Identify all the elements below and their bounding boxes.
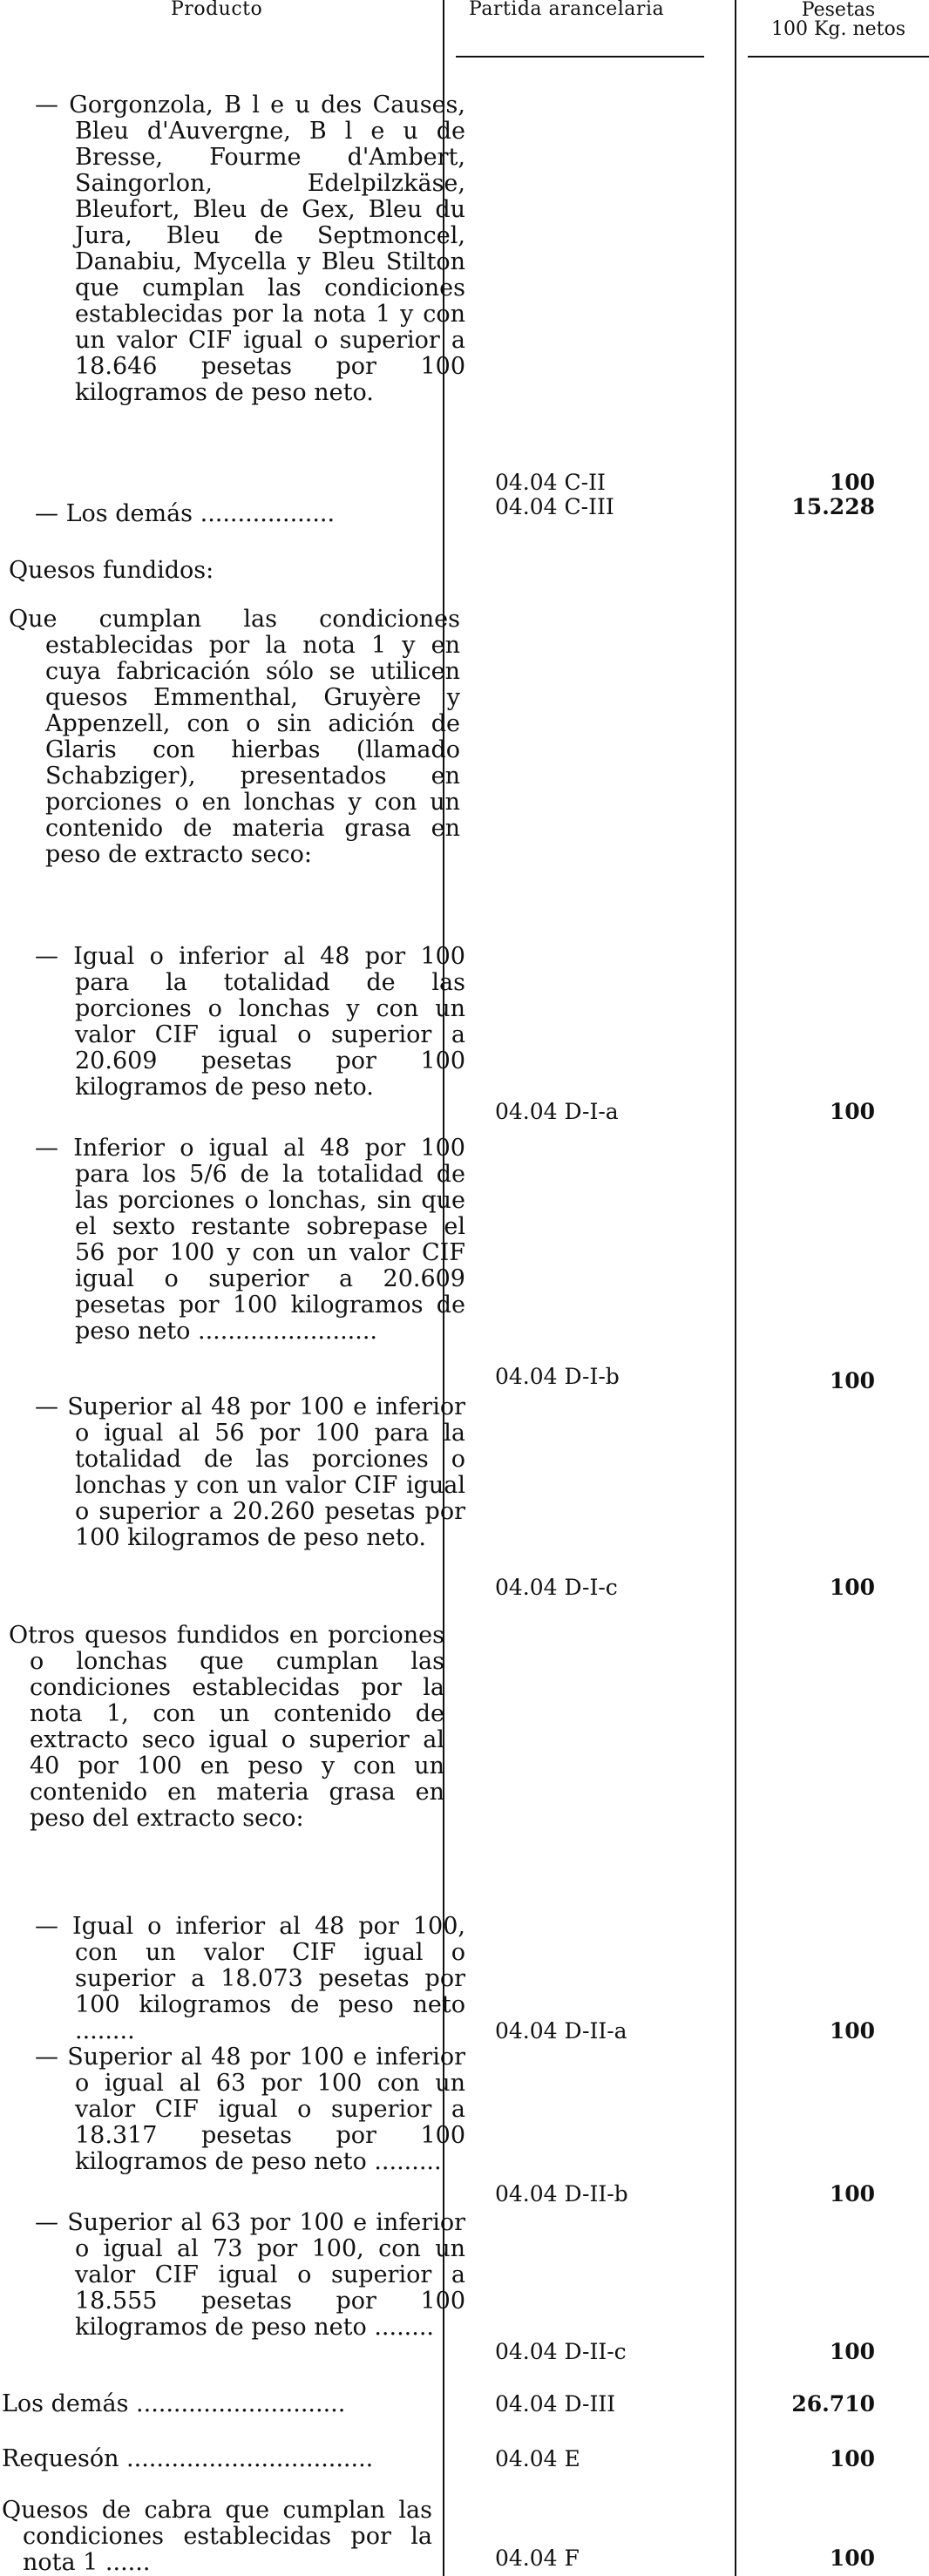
row-d-ii-b-value: 100	[829, 2181, 875, 2207]
row-d-i-a-value: 100	[829, 1099, 875, 1124]
row-los-demas-c-description: — Los demás ..................	[35, 500, 336, 527]
row-requeson-description: Requesón .................................	[2, 2445, 374, 2472]
row-gorgonzola-code: 04.04 C-II	[495, 470, 606, 495]
row-d-ii-a-code: 04.04 D-II-a	[495, 2018, 627, 2044]
section-quesos-fundidos: Quesos fundidos:	[9, 557, 214, 584]
header-rule-partida	[456, 56, 704, 58]
row-d-ii-b-code: 04.04 D-II-b	[495, 2181, 628, 2207]
row-requeson-code: 04.04 E	[495, 2446, 580, 2471]
paragraph-otros-quesos-fundidos: Otros quesos fundidos en porciones o lonchas que cumplan las condiciones establecidas por la nota 1, con un contenido de extracto seco igual o superior al 40 por 100 en peso y con un contenido en materia grasa en peso del extracto seco:	[9, 1622, 444, 1832]
row-gorgonzola-description: — Gorgonzola, B l e u des Causes, Bleu d'Auvergne, B l e u de Bresse, Fourme d'Ambert, Saingorlon, Edelpilzkäse, Bleufort, Bleu de Gex, Bleu du Jura, Bleu de Septmoncel, Danabiu, Mycella y Bleu Stilton que cumplan las condiciones establecidas por la nota 1 y con un valor CIF igual o superior a 18.646 pesetas por 100 kilogramos de peso neto.	[35, 92, 465, 406]
header-producto: Producto	[171, 0, 263, 20]
row-quesos-de-cabra-code: 04.04 F	[495, 2545, 580, 2571]
header-pesetas: Pesetas	[801, 0, 876, 21]
row-d-i-b-code: 04.04 D-I-b	[495, 1364, 620, 1389]
row-requeson-value: 100	[829, 2446, 875, 2471]
header-partida: Partida arancelaria	[469, 0, 665, 20]
row-d-ii-c-description: — Superior al 63 por 100 e inferior o igual al 73 por 100, con un valor CIF igual o superior a 18.555 pesetas por 100 kilogramos de peso neto ........	[35, 2209, 465, 2341]
row-quesos-de-cabra-value: 100	[829, 2545, 875, 2571]
row-d-i-a-code: 04.04 D-I-a	[495, 1099, 619, 1124]
row-gorgonzola-value: 100	[829, 470, 875, 495]
row-los-demas-d-description: Los demás ............................	[2, 2390, 346, 2417]
row-los-demas-c-value: 15.228	[791, 494, 875, 519]
row-d-ii-c-code: 04.04 D-II-c	[495, 2339, 627, 2364]
row-d-ii-a-description: — Igual o inferior al 48 por 100, con un valor CIF igual o superior a 18.073 pesetas por 100 kilogramos de peso neto ........	[35, 1913, 465, 2044]
row-d-ii-c-value: 100	[829, 2339, 875, 2364]
row-los-demas-d-code: 04.04 D-III	[495, 2391, 616, 2417]
row-quesos-de-cabra-description: Quesos de cabra que cumplan las condiciones establecidas por la nota 1 ......	[2, 2497, 432, 2576]
row-d-i-b-value: 100	[829, 1368, 875, 1393]
row-d-i-b-description: — Inferior o igual al 48 por 100 para los 5/6 de la totalidad de las porciones o lonchas, sin que el sexto restante sobrepase el 56 por 100 y con un valor CIF igual o superior a 20.609 pesetas por 100 kilogramos de peso neto ........................	[35, 1135, 465, 1345]
header-unidad: 100 Kg. netos	[770, 18, 906, 40]
row-d-i-c-code: 04.04 D-I-c	[495, 1575, 618, 1600]
row-d-i-c-value: 100	[829, 1575, 875, 1600]
header-rule-pesetas	[748, 56, 929, 58]
paragraph-condiciones-emmenthal: Que cumplan las condiciones establecidas por la nota 1 y en cuya fabricación sólo se utilicen quesos Emmenthal, Gruyère y Appenzell, con o sin adición de Glaris con hierbas (llamado Schabziger), presentados en porciones o en lonchas y con un contenido de materia grasa en peso de extracto seco:	[9, 606, 460, 868]
row-d-ii-b-description: — Superior al 48 por 100 e inferior o igual al 63 por 100 con un valor CIF igual o superior a 18.317 pesetas por 100 kilogramos de peso neto .........	[35, 2044, 465, 2175]
row-d-i-a-description: — Igual o inferior al 48 por 100 para la totalidad de las porciones o lonchas y con un valor CIF igual o superior a 20.609 pesetas por 100 kilogramos de peso neto.	[35, 943, 465, 1101]
row-los-demas-c-code: 04.04 C-III	[495, 494, 614, 519]
row-los-demas-d-value: 26.710	[791, 2391, 875, 2417]
row-d-ii-a-value: 100	[829, 2018, 875, 2044]
row-d-i-c-description: — Superior al 48 por 100 e inferior o igual al 56 por 100 para la totalidad de las porciones o lonchas y con un valor CIF igual o superior a 20.260 pesetas por 100 kilogramos de peso neto.	[35, 1393, 465, 1551]
